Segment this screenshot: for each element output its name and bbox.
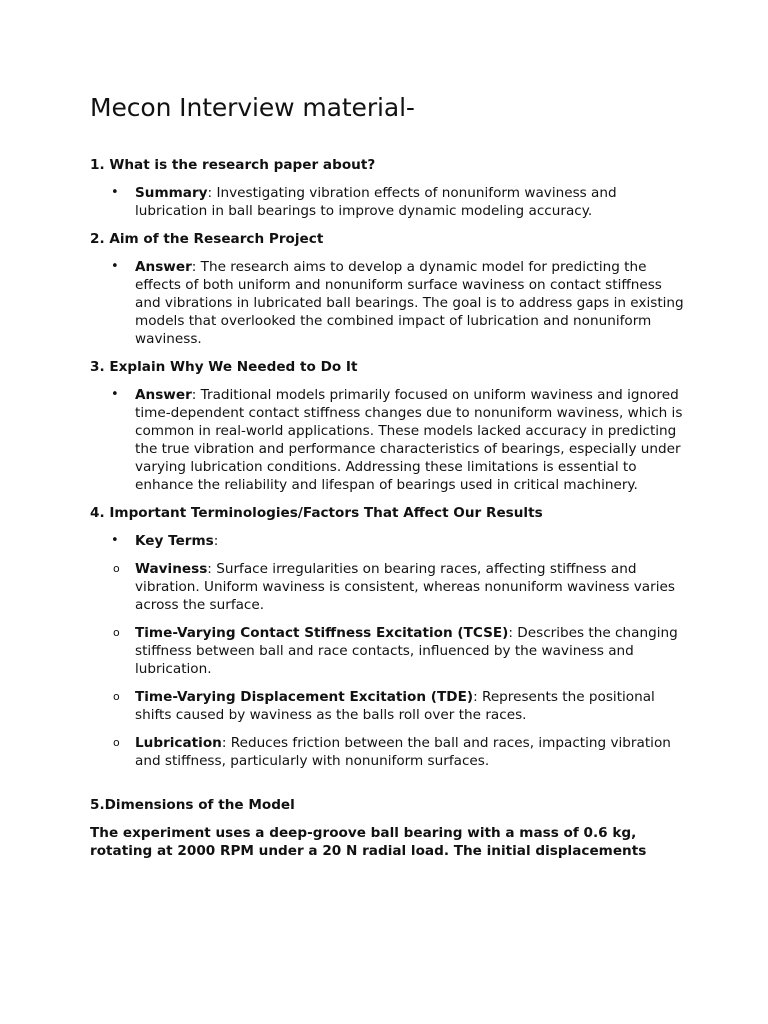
bullet-list <box>90 184 685 220</box>
section-2 <box>90 230 685 348</box>
list-item <box>90 532 685 550</box>
sub-list-item <box>90 734 685 770</box>
sub-bullet-icon: o <box>113 626 120 639</box>
sub-item-text: : Represents the positional shifts caused by waviness as the balls roll over the races. <box>135 689 655 723</box>
bullet-paragraph <box>135 386 685 494</box>
bullet-icon: • <box>111 387 119 402</box>
bullet-text: : Investigating vibration effects of nonuniform waviness and lubrication in ball bearings to improve dynamic modeling accuracy. <box>135 185 617 219</box>
bullet-paragraph <box>135 532 685 550</box>
sub-item-term: Time-Varying Displacement Excitation (TDE) <box>135 689 474 705</box>
sub-item-term: Time-Varying Contact Stiffness Excitation (TCSE) <box>135 625 509 641</box>
bullet-text: : Traditional models primarily focused on uniform waviness and ignored time-dependent contact stiffness changes due to nonuniform waviness, which is common in real-world applications. These models lacked accuracy in predicting the true vibration and performance characteristics of bearings, especially under varying lubrication conditions. Addressing these limitations is essential to enhance the reliability and lifespan of bearings used in critical machinery. <box>135 387 683 493</box>
section-heading: 5.Dimensions of the Model <box>90 797 295 813</box>
section-1 <box>90 156 685 220</box>
sub-bullet-icon: o <box>113 562 120 575</box>
sub-bullet-icon: o <box>113 690 120 703</box>
bullet-paragraph <box>135 184 685 220</box>
bullet-list <box>90 386 685 494</box>
sub-item-text: : Surface irregularities on bearing races, affecting stiffness and vibration. Uniform waviness is consistent, whereas nonuniform waviness varies across the surface. <box>135 561 675 613</box>
section-3 <box>90 358 685 494</box>
bullet-icon: • <box>111 185 119 200</box>
sub-list-item <box>90 624 685 678</box>
section-spacer <box>90 770 685 796</box>
body-paragraph: The experiment uses a deep-groove ball bearing with a mass of 0.6 kg, rotating at 2000 RPM under a 20 N radial load. The initial displacements <box>90 825 647 859</box>
list-item <box>90 386 685 494</box>
bullet-term: Key Terms <box>135 533 214 549</box>
bullet-paragraph <box>135 258 685 348</box>
sub-item-term: Lubrication <box>135 735 222 751</box>
section-heading: 4. Important Terminologies/Factors That Affect Our Results <box>90 505 543 521</box>
document-title: Mecon Interview material- <box>90 93 415 122</box>
bullet-term: Answer <box>135 387 192 403</box>
section-4 <box>90 504 685 770</box>
section-heading: 2. Aim of the Research Project <box>90 231 324 247</box>
bullet-text: : The research aims to develop a dynamic model for predicting the effects of both uniform and nonuniform surface waviness on contact stiffness and vibrations in lubricated ball bearings. The goal is to address gaps in existing models that overlooked the combined impact of lubrication and nonuniform waviness. <box>135 259 684 347</box>
bullet-text: : <box>213 533 219 549</box>
bullet-term: Answer <box>135 259 192 275</box>
section-heading: 3. Explain Why We Needed to Do It <box>90 359 358 375</box>
bullet-list <box>90 258 685 348</box>
list-item <box>90 258 685 348</box>
bullet-icon: • <box>111 533 119 548</box>
sub-item-term: Waviness <box>135 561 208 577</box>
sub-bullet-list <box>90 560 685 770</box>
sub-item-text: : Reduces friction between the ball and races, impacting vibration and stiffness, particularly with nonuniform surfaces. <box>135 735 671 769</box>
section-5 <box>90 796 685 860</box>
bullet-icon: • <box>111 259 119 274</box>
bullet-term: Summary <box>135 185 208 201</box>
sub-list-item <box>90 560 685 614</box>
bullet-list <box>90 532 685 550</box>
list-item <box>90 184 685 220</box>
sub-bullet-icon: o <box>113 736 120 749</box>
document-page <box>90 93 685 860</box>
sub-list-item <box>90 688 685 724</box>
section-heading: 1. What is the research paper about? <box>90 157 376 173</box>
sub-item-text: : Describes the changing stiffness between ball and race contacts, influenced by the waviness and lubrication. <box>135 625 678 677</box>
